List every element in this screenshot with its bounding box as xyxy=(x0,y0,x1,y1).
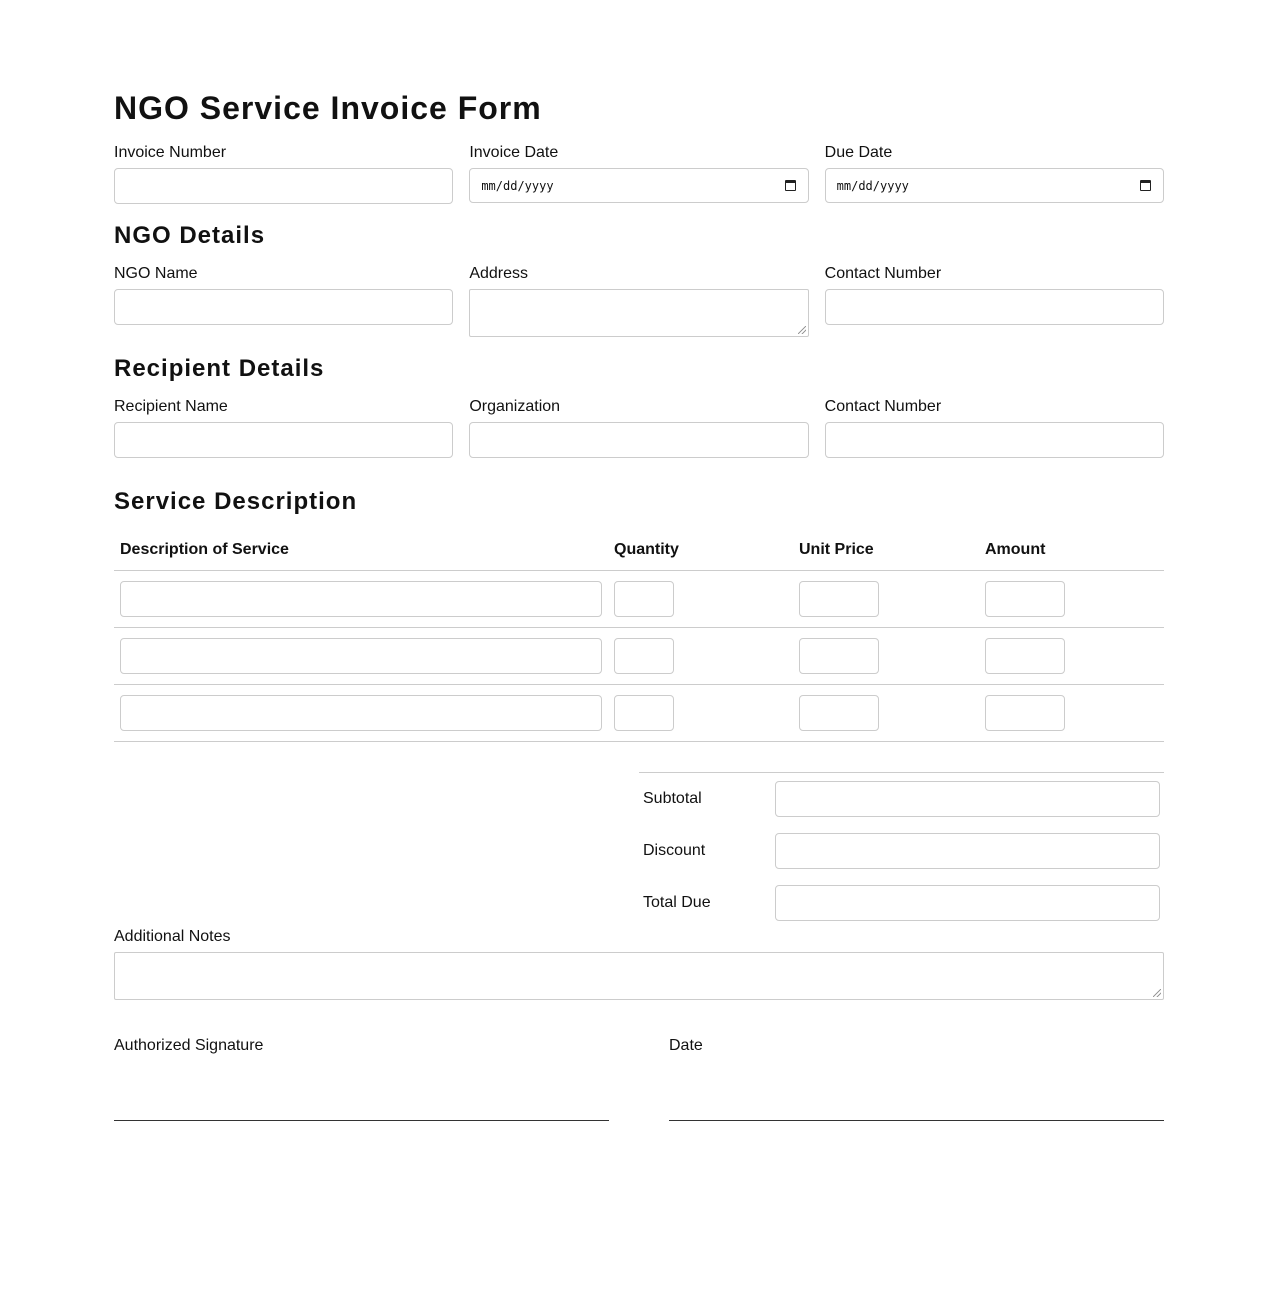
ngo-address-field-group xyxy=(469,265,808,337)
date-line xyxy=(669,1120,1164,1121)
unit-price-input[interactable] xyxy=(799,581,879,617)
quantity-input[interactable] xyxy=(614,638,674,674)
quantity-cell xyxy=(608,627,793,684)
quantity-input[interactable] xyxy=(614,695,674,731)
invoice-number-field-group xyxy=(114,144,453,204)
description-cell xyxy=(114,570,608,627)
totals-section xyxy=(639,772,1164,929)
discount-row xyxy=(639,825,1164,877)
table-row xyxy=(114,627,1164,684)
signature-date-label: Date xyxy=(669,1037,703,1054)
invoice-date-label: Invoice Date xyxy=(469,144,559,161)
ngo-contact-input[interactable] xyxy=(825,289,1164,325)
calendar-icon[interactable] xyxy=(785,180,796,191)
resize-grip-icon[interactable] xyxy=(1153,989,1161,997)
quantity-input[interactable] xyxy=(614,581,674,617)
description-cell xyxy=(114,684,608,741)
description-input[interactable] xyxy=(120,638,602,674)
due-date-label: Due Date xyxy=(824,144,893,161)
ngo-details-heading: NGO Details xyxy=(114,222,266,249)
calendar-icon[interactable] xyxy=(1140,180,1151,191)
amount-input[interactable] xyxy=(985,638,1065,674)
unit-price-cell xyxy=(793,570,979,627)
additional-notes-textarea[interactable] xyxy=(114,952,1164,1000)
ngo-address-textarea[interactable] xyxy=(469,289,808,337)
invoice-number-label: Invoice Number xyxy=(114,144,227,161)
discount-label: Discount xyxy=(643,842,706,859)
recipient-contact-input[interactable] xyxy=(825,422,1164,458)
page-title: NGO Service Invoice Form xyxy=(114,90,542,126)
column-header-quantity: Quantity xyxy=(608,530,793,570)
subtotal-input[interactable] xyxy=(775,781,1160,817)
recipient-org-label: Organization xyxy=(469,398,561,415)
due-date-placeholder: mm/dd/yyyy xyxy=(836,178,909,193)
amount-cell xyxy=(979,570,1164,627)
table-row xyxy=(114,570,1164,627)
description-cell xyxy=(114,627,608,684)
total-due-row xyxy=(639,877,1164,929)
ngo-name-field-group xyxy=(114,265,453,337)
additional-notes-label: Additional Notes xyxy=(114,928,231,945)
invoice-info-row xyxy=(114,144,1164,204)
unit-price-cell xyxy=(793,684,979,741)
quantity-cell xyxy=(608,684,793,741)
table-row xyxy=(114,684,1164,741)
description-input[interactable] xyxy=(120,695,602,731)
recipient-name-input[interactable] xyxy=(114,422,453,458)
column-header-description: Description of Service xyxy=(114,530,608,570)
ngo-contact-label: Contact Number xyxy=(824,265,942,282)
ngo-address-label: Address xyxy=(469,265,529,282)
invoice-date-field-group xyxy=(469,144,808,204)
due-date-field-group xyxy=(825,144,1164,204)
amount-input[interactable] xyxy=(985,581,1065,617)
recipient-org-input[interactable] xyxy=(469,422,808,458)
invoice-number-input[interactable] xyxy=(114,168,453,204)
additional-notes-group xyxy=(114,928,1164,1000)
ngo-name-label: NGO Name xyxy=(114,265,198,282)
recipient-name-field-group xyxy=(114,398,453,458)
amount-input[interactable] xyxy=(985,695,1065,731)
recipient-details-heading: Recipient Details xyxy=(114,355,325,382)
recipient-details-row xyxy=(114,398,1164,458)
recipient-contact-label: Contact Number xyxy=(824,398,942,415)
amount-cell xyxy=(979,627,1164,684)
quantity-cell xyxy=(608,570,793,627)
signature-section xyxy=(114,1037,1164,1121)
authorized-signature-label: Authorized Signature xyxy=(114,1037,264,1054)
description-input[interactable] xyxy=(120,581,602,617)
total-due-input[interactable] xyxy=(775,885,1160,921)
recipient-name-label: Recipient Name xyxy=(114,398,228,415)
total-due-label: Total Due xyxy=(643,894,711,911)
recipient-contact-field-group xyxy=(825,398,1164,458)
service-table-header xyxy=(114,530,1164,570)
column-header-unit-price: Unit Price xyxy=(793,530,979,570)
ngo-name-input[interactable] xyxy=(114,289,453,325)
service-table xyxy=(114,530,1164,742)
invoice-date-placeholder: mm/dd/yyyy xyxy=(481,178,554,193)
unit-price-cell xyxy=(793,627,979,684)
ngo-contact-field-group xyxy=(825,265,1164,337)
resize-grip-icon[interactable] xyxy=(798,326,806,334)
recipient-org-field-group xyxy=(469,398,808,458)
subtotal-row xyxy=(639,773,1164,825)
authorized-signature-block xyxy=(114,1037,609,1121)
service-description-heading: Service Description xyxy=(114,488,358,515)
subtotal-label: Subtotal xyxy=(643,790,702,807)
invoice-date-input[interactable] xyxy=(469,168,808,203)
signature-line xyxy=(114,1120,609,1121)
column-header-amount: Amount xyxy=(979,530,1164,570)
ngo-details-row xyxy=(114,265,1164,337)
discount-input[interactable] xyxy=(775,833,1160,869)
due-date-input[interactable] xyxy=(825,168,1164,203)
amount-cell xyxy=(979,684,1164,741)
signature-date-block xyxy=(669,1037,1164,1121)
unit-price-input[interactable] xyxy=(799,638,879,674)
unit-price-input[interactable] xyxy=(799,695,879,731)
